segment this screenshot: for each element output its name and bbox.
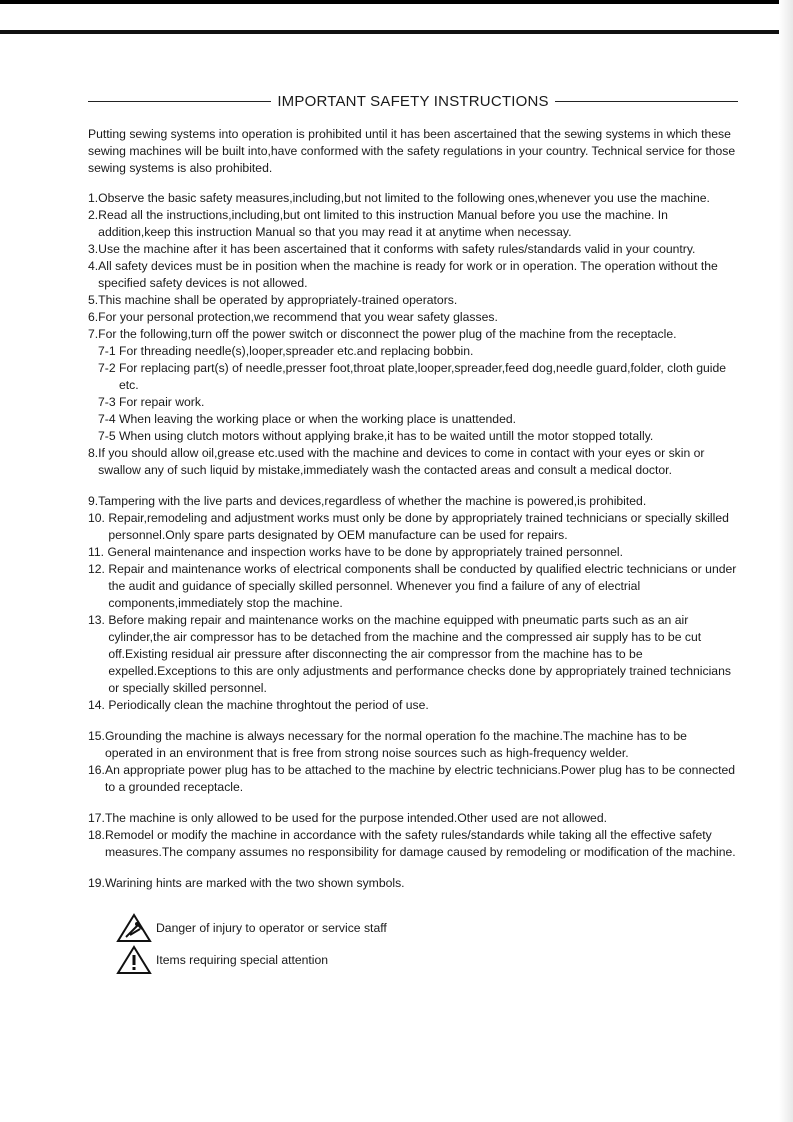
list-item: 18. Remodel or modify the machine in accordance with the safety rules/standards while taking all the effective safety measures.The company assumes no responsibility for damage caused by remodeling or modification of the machine. bbox=[88, 828, 736, 859]
list-item: 2. Read all the instructions,including,but ont limited to this instruction Manual before you use the machine. In addition,keep this instruction Manual so that you may read it at anytime when necessay. bbox=[88, 208, 668, 239]
sub-list-item: 7-2 For replacing part(s) of needle,presser foot,throat plate,looper,spreader,feed dog,needle guard,folder, cloth guide etc. bbox=[98, 361, 727, 392]
warning-symbol-row bbox=[116, 912, 738, 944]
list-item: 12. Repair and maintenance works of electrical components shall be conducted by qualified electric technicians or under the audit and guidance of specially skilled personnel. Whenever you find a failure of any of electrial components,immediately stop the machine. bbox=[88, 562, 737, 610]
list-item: 3. Use the machine after it has been ascertained that it conforms with safety rules/standards valid in your country. bbox=[88, 242, 696, 256]
safety-instructions-page bbox=[88, 90, 738, 976]
scan-top-edge bbox=[0, 0, 793, 4]
title-bar bbox=[88, 90, 738, 112]
scan-right-edge bbox=[779, 0, 793, 1122]
list-item: 4. All safety devices must be in position when the machine is ready for work or in operation. The operation without the specified safety devices is not allowed. bbox=[88, 259, 718, 290]
list-item: 10. Repair,remodeling and adjustment works must only be done by appropriately trained technicians or specially skilled personnel.Only spare parts designated by OEM manufacture can be used for repairs. bbox=[88, 511, 729, 542]
danger-injury-label: Danger of injury to operator or service staff bbox=[156, 921, 387, 935]
warning-symbol-row bbox=[116, 944, 738, 976]
special-attention-label: Items requiring special attention bbox=[156, 953, 329, 967]
spacer bbox=[88, 796, 738, 810]
title-rule-left bbox=[88, 101, 271, 102]
list-item: 7. For the following,turn off the power switch or disconnect the power plug of the machine from the receptacle. bbox=[88, 327, 677, 341]
list-item: 15. Grounding the machine is always necessary for the normal operation fo the machine.The machine has to be operated in an environment that is free from strong noise sources such as high-frequency welder. bbox=[88, 729, 687, 760]
list-item: 1. Observe the basic safety measures,including,but not limited to the following ones,whenever you use the machine. bbox=[88, 191, 710, 205]
list-item: 14. Periodically clean the machine throghtout the period of use. bbox=[88, 698, 429, 712]
exclamation-warning-icon bbox=[116, 945, 152, 975]
list-item: 8. If you should allow oil,grease etc.used with the machine and devices to come in contact with your eyes or skin or swallow any of such liquid by mistake,immediately wash the contacted areas and consult a medical doctor. bbox=[88, 446, 705, 477]
spacer bbox=[88, 479, 738, 493]
danger-injury-icon bbox=[116, 913, 152, 943]
scan-top-border bbox=[0, 30, 793, 34]
instruction-list bbox=[88, 190, 738, 892]
intro-paragraph: Putting sewing systems into operation is prohibited until it has been ascertained that the sewing systems in which these sewing machines will be built into,have conformed with the safety regulations in your country. Technical service for those sewing systems is also prohibited. bbox=[88, 127, 736, 175]
list-item: 19. Warining hints are marked with the two shown symbols. bbox=[88, 876, 405, 890]
list-item: 13. Before making repair and maintenance works on the machine equipped with pneumatic parts such as an air cylinder,the air compressor has to be detached from the machine and the compressed air supply has to be cut off.Existing residual air pressure after disconnecting the air compressor from the machine has to be expelled.Exceptions to this are only adjustments and performance checks done by appropriately trained technicians or specially skilled personnel. bbox=[88, 613, 731, 695]
list-item: 6. For your personal protection,we recommend that you wear safety glasses. bbox=[88, 310, 498, 324]
sub-list-item: 7-3 For repair work. bbox=[98, 395, 205, 409]
sub-list-item: 7-5 When using clutch motors without applying brake,it has to be waited untill the motor stopped totally. bbox=[98, 429, 654, 443]
spacer bbox=[88, 714, 738, 728]
sub-list-item: 7-1 For threading needle(s),looper,spreader etc.and replacing bobbin. bbox=[98, 344, 474, 358]
list-item: 5. This machine shall be operated by appropriately-trained operators. bbox=[88, 293, 458, 307]
list-item: 11. General maintenance and inspection works have to be done by appropriately trained personnel. bbox=[88, 545, 624, 559]
sub-list-item: 7-4 When leaving the working place or when the working place is unattended. bbox=[98, 412, 517, 426]
list-item: 16. An appropriate power plug has to be attached to the machine by electric technicians.Power plug has to be connected to a grounded receptacle. bbox=[88, 763, 736, 794]
list-item: 17. The machine is only allowed to be used for the purpose intended.Other used are not allowed. bbox=[88, 811, 607, 825]
title-rule-right bbox=[555, 101, 738, 102]
list-item: 9. Tampering with the live parts and devices,regardless of whether the machine is powered,is prohibited. bbox=[88, 494, 647, 508]
spacer bbox=[88, 861, 738, 875]
page-title: IMPORTANT SAFETY INSTRUCTIONS bbox=[277, 92, 549, 110]
